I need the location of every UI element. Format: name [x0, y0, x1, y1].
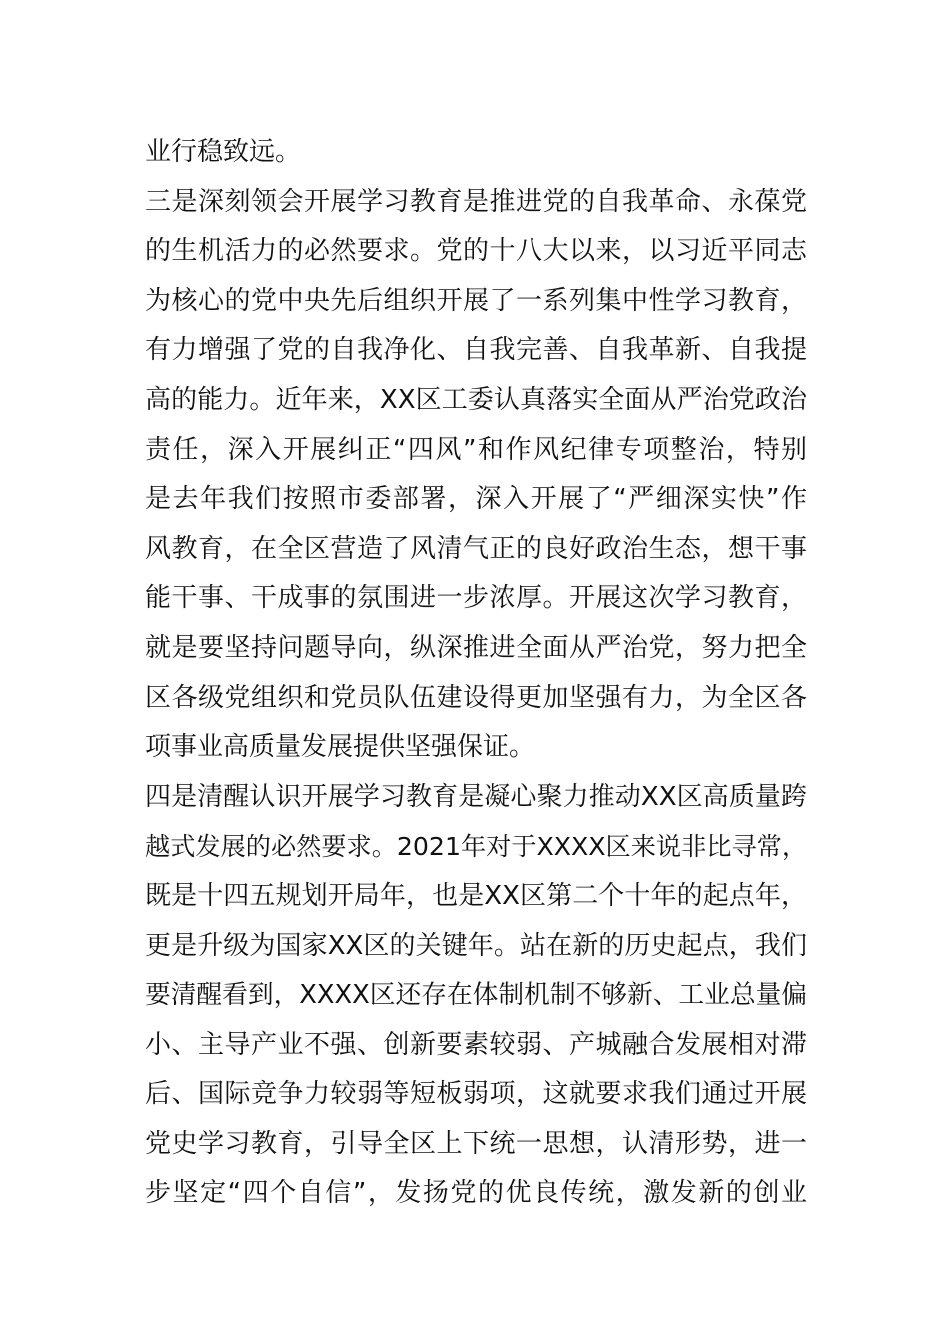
text-line: 小、主导产业不强、创新要素较弱、产城融合发展相对滞: [145, 1029, 807, 1060]
text-line: 的生机活力的必然要求。党的十八大以来，以习近平同志: [145, 236, 807, 267]
text-line: 三是深刻领会开展学习教育是推进党的自我革命、永葆党: [145, 186, 807, 217]
text-line: 能干事、干成事的氛围进一步浓厚。开展这次学习教育，: [145, 583, 807, 614]
text-line: 区各级党组织和党员队伍建设得更加坚强有力，为全区各: [145, 682, 807, 713]
text-line: 风教育，在全区营造了风清气正的良好政治生态，想干事: [145, 533, 807, 564]
text-line: 步坚定“四个自信”，发扬党的优良传统，激发新的创业: [145, 1178, 807, 1209]
text-line: 四是清醒认识开展学习教育是凝心聚力推动XX区高质量跨: [145, 781, 807, 812]
text-line: 项事业高质量发展提供坚强保证。: [145, 732, 536, 763]
text-line: 高的能力。近年来，XX区工委认真落实全面从严治党政治: [145, 384, 807, 415]
text-line: 责任，深入开展纠正“四风”和作风纪律专项整治，特别: [145, 434, 807, 465]
text-line: 就是要坚持问题导向，纵深推进全面从严治党，努力把全: [145, 632, 807, 663]
text-line: 为核心的党中央先后组织开展了一系列集中性学习教育，: [145, 285, 807, 316]
text-line: 要清醒看到，XXXX区还存在体制机制不够新、工业总量偏: [145, 980, 808, 1011]
text-line: 有力增强了党的自我净化、自我完善、自我革新、自我提: [145, 335, 807, 366]
text-line: 更是升级为国家XX区的关键年。站在新的历史起点，我们: [145, 930, 807, 961]
text-line: 既是十四五规划开局年，也是XX区第二个十年的起点年，: [145, 880, 807, 911]
text-line: 党史学习教育，引导全区上下统一思想，认清形势，进一: [145, 1128, 807, 1159]
text-line: 后、国际竞争力较弱等短板弱项，这就要求我们通过开展: [145, 1079, 807, 1110]
text-line: 越式发展的必然要求。2021年对于XXXX区来说非比寻常，: [145, 832, 808, 862]
text-line: 业行稳致远。: [145, 137, 302, 167]
document-body: [145, 128, 807, 1219]
text-line: 是去年我们按照市委部署，深入开展了“严细深实快”作: [145, 484, 807, 515]
